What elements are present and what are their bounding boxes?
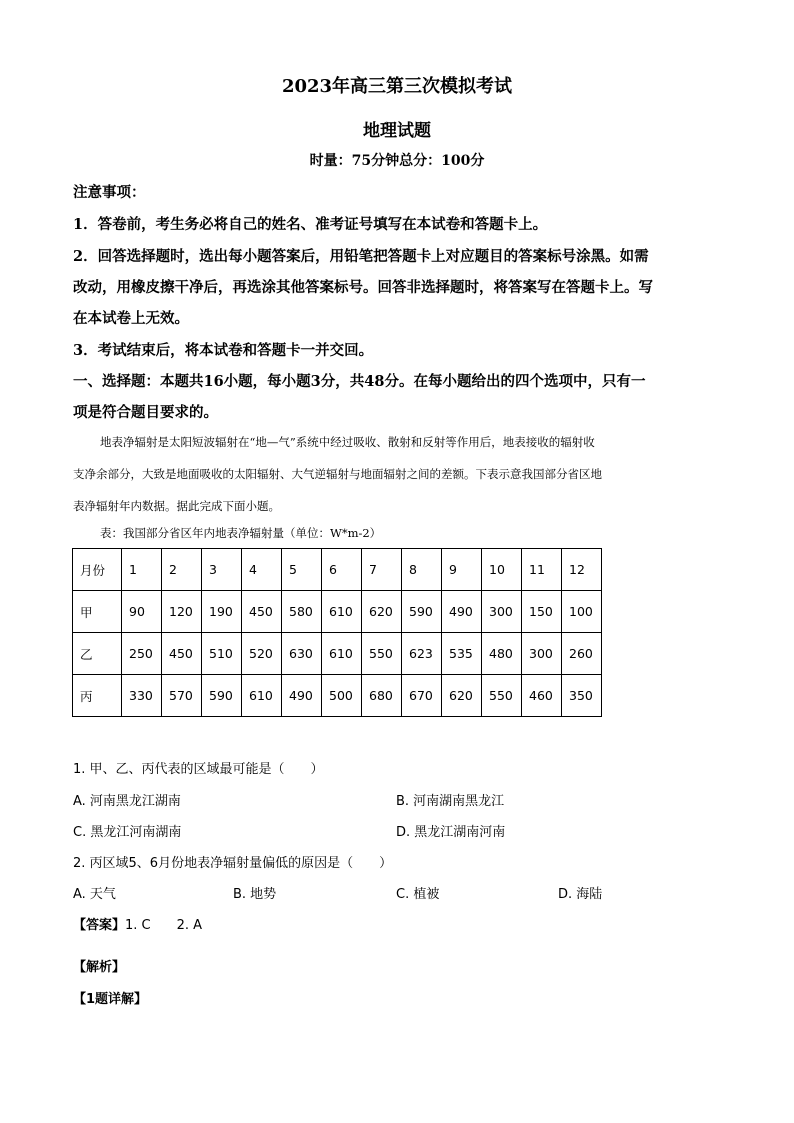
value-cell: 150 xyxy=(522,591,562,633)
value-cell: 610 xyxy=(322,633,362,675)
value-cell: 570 xyxy=(162,675,202,717)
table-header-row xyxy=(73,549,602,591)
value-cell: 535 xyxy=(442,633,482,675)
value-cell: 620 xyxy=(362,591,402,633)
passage-line-3: 表净辐射年内数据。据此完成下面小题。 xyxy=(73,499,280,513)
value-cell: 120 xyxy=(162,591,202,633)
value-cell: 330 xyxy=(122,675,162,717)
month-cell: 4 xyxy=(242,549,282,591)
value-cell: 300 xyxy=(482,591,522,633)
month-cell: 9 xyxy=(442,549,482,591)
question-2-option-a: A. 天气 xyxy=(73,887,116,902)
value-cell: 460 xyxy=(522,675,562,717)
question-1-option-b: B. 河南湖南黑龙江 xyxy=(396,794,505,809)
page-title: 2023年高三第三次模拟考试 xyxy=(281,76,513,97)
question-2-option-d: D. 海陆 xyxy=(558,887,603,902)
answer-line xyxy=(73,914,202,933)
value-cell: 500 xyxy=(322,675,362,717)
value-cell: 510 xyxy=(202,633,242,675)
question-2-option-b: B. 地势 xyxy=(233,887,277,902)
analysis-detail-tag: 【1题详解】 xyxy=(73,992,148,1007)
answer-tag: 【答案】 xyxy=(73,918,126,933)
month-cell: 7 xyxy=(362,549,402,591)
question-1-option-a: A. 河南黑龙江湖南 xyxy=(73,794,181,809)
table-header-label: 月份 xyxy=(73,549,122,591)
row-label: 丙 xyxy=(73,675,122,717)
value-cell: 620 xyxy=(442,675,482,717)
table-row xyxy=(73,591,602,633)
value-cell: 590 xyxy=(402,591,442,633)
value-cell: 490 xyxy=(282,675,322,717)
month-cell: 8 xyxy=(402,549,442,591)
value-cell: 590 xyxy=(202,675,242,717)
month-cell: 6 xyxy=(322,549,362,591)
row-label: 乙 xyxy=(73,633,122,675)
month-cell: 12 xyxy=(562,549,602,591)
question-1-stem: 1. 甲、乙、丙代表的区域最可能是（ ） xyxy=(73,762,324,777)
value-cell: 550 xyxy=(482,675,522,717)
value-cell: 190 xyxy=(202,591,242,633)
value-cell: 250 xyxy=(122,633,162,675)
value-cell: 623 xyxy=(402,633,442,675)
table-caption: 表：我国部分省区年内地表净辐射量（单位：W*m-2） xyxy=(100,526,382,540)
value-cell: 350 xyxy=(562,675,602,717)
passage-line-1: 地表净辐射是太阳短波辐射在“地—气”系统中经过吸收、散射和反射等作用后，地表接收的辐射收 xyxy=(100,435,595,449)
time-info: 时量：75分钟总分：100分 xyxy=(309,153,485,169)
value-cell: 450 xyxy=(162,633,202,675)
month-cell: 10 xyxy=(482,549,522,591)
notice-heading: 注意事项： xyxy=(73,184,146,201)
notice-item-2-line-1: 2．回答选择题时，选出每小题答案后，用铅笔把答题卡上对应题目的答案标号涂黑。如需 xyxy=(73,248,649,265)
value-cell: 490 xyxy=(442,591,482,633)
value-cell: 100 xyxy=(562,591,602,633)
row-label: 甲 xyxy=(73,591,122,633)
month-cell: 5 xyxy=(282,549,322,591)
value-cell: 580 xyxy=(282,591,322,633)
section-heading-line-2: 项是符合题目要求的。 xyxy=(73,404,218,421)
month-cell: 1 xyxy=(122,549,162,591)
value-cell: 670 xyxy=(402,675,442,717)
value-cell: 520 xyxy=(242,633,282,675)
subject-title: 地理试题 xyxy=(363,121,431,141)
radiation-table xyxy=(72,548,602,717)
value-cell: 480 xyxy=(482,633,522,675)
question-2-stem: 2. 丙区域5、6月份地表净辐射量偏低的原因是（ ） xyxy=(73,856,393,871)
value-cell: 610 xyxy=(322,591,362,633)
notice-item-2-line-3: 在本试卷上无效。 xyxy=(73,310,189,327)
value-cell: 680 xyxy=(362,675,402,717)
value-cell: 610 xyxy=(242,675,282,717)
question-2-option-c: C. 植被 xyxy=(396,887,440,902)
notice-item-1: 1．答卷前，考生务必将自己的姓名、准考证号填写在本试卷和答题卡上。 xyxy=(73,216,548,233)
section-heading-line-1: 一、选择题：本题共16小题，每小题3分，共48分。在每小题给出的四个选项中，只有一 xyxy=(73,373,646,390)
value-cell: 90 xyxy=(122,591,162,633)
notice-item-2-line-2: 改动，用橡皮擦干净后，再选涂其他答案标号。回答非选择题时，将答案写在答题卡上。写 xyxy=(73,279,653,296)
month-cell: 2 xyxy=(162,549,202,591)
answer-value: 1. C 2. A xyxy=(125,918,203,933)
value-cell: 450 xyxy=(242,591,282,633)
value-cell: 550 xyxy=(362,633,402,675)
analysis-tag: 【解析】 xyxy=(73,960,126,975)
table-row xyxy=(73,633,602,675)
table-row xyxy=(73,675,602,717)
value-cell: 630 xyxy=(282,633,322,675)
value-cell: 260 xyxy=(562,633,602,675)
month-cell: 3 xyxy=(202,549,242,591)
value-cell: 300 xyxy=(522,633,562,675)
notice-item-3: 3．考试结束后，将本试卷和答题卡一并交回。 xyxy=(73,342,374,359)
question-1-option-c: C. 黑龙江河南湖南 xyxy=(73,825,182,840)
month-cell: 11 xyxy=(522,549,562,591)
passage-line-2: 支净余部分，大致是地面吸收的太阳辐射、大气逆辐射与地面辐射之间的差额。下表示意我国部分省区地 xyxy=(73,467,602,481)
question-1-option-d: D. 黑龙江湖南河南 xyxy=(396,825,506,840)
